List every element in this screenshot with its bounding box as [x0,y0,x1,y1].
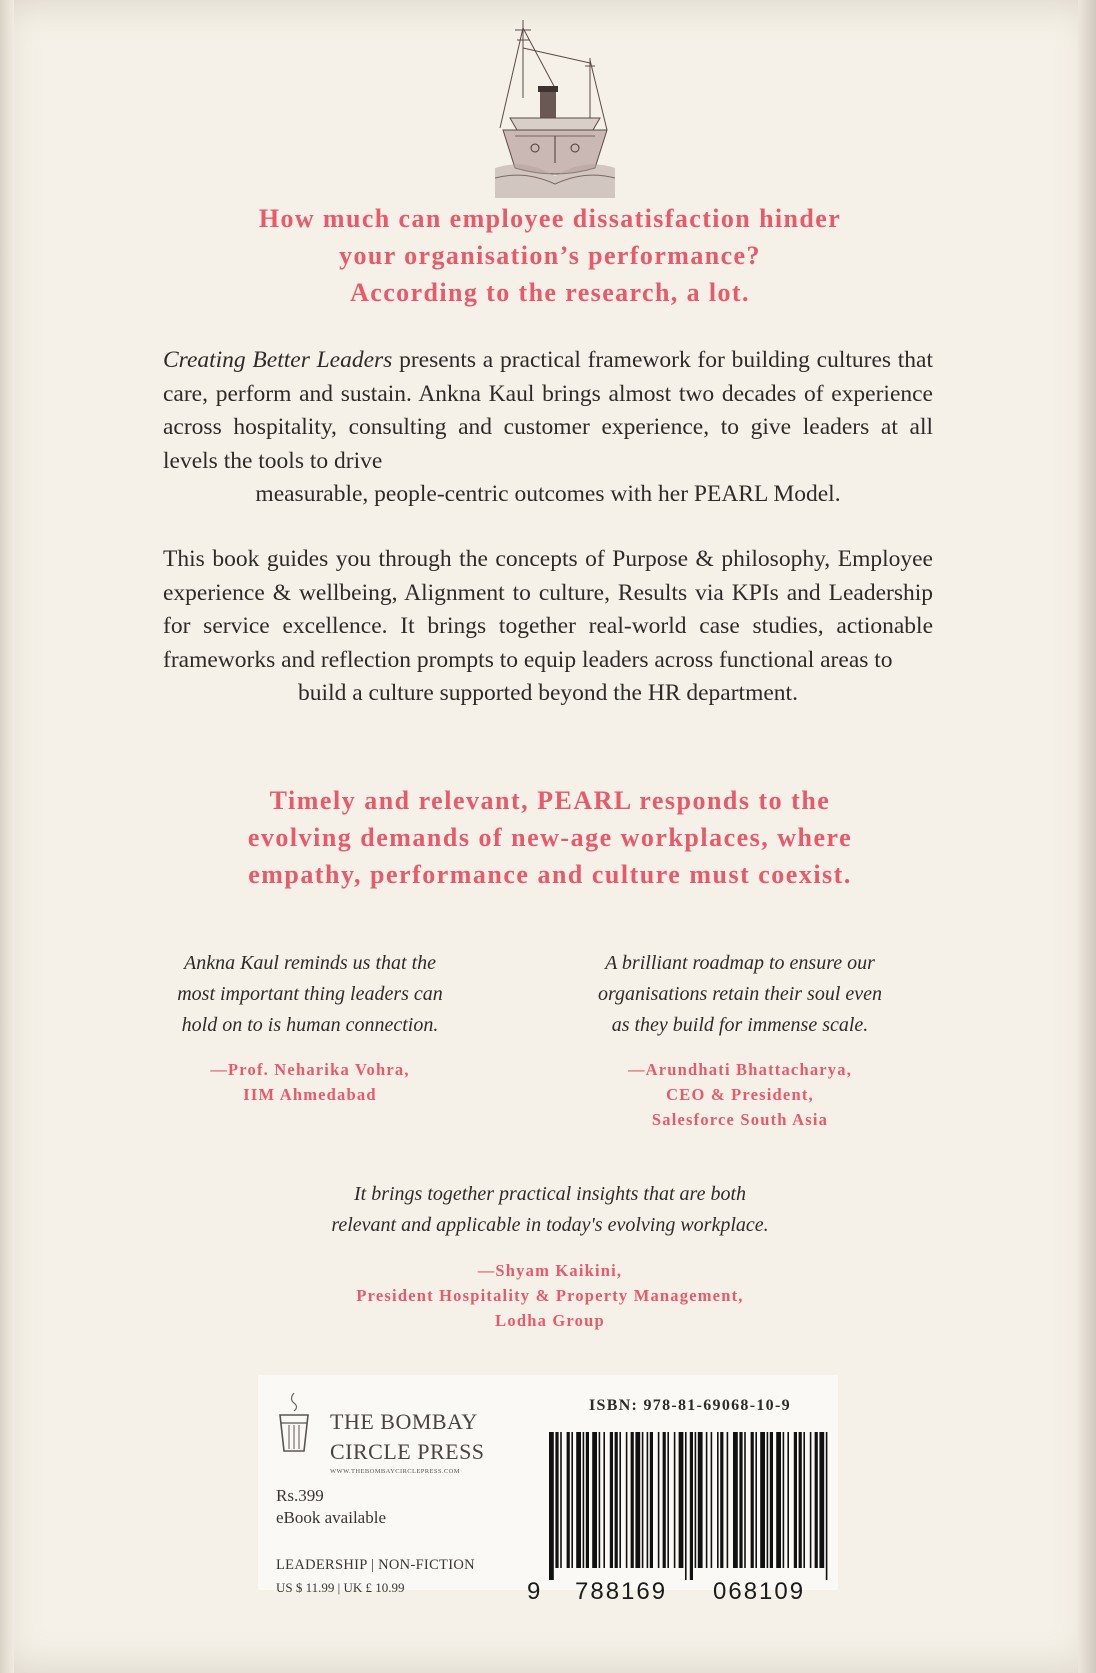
barcode-bar [826,1432,828,1580]
headline-line: According to the research, a lot. [350,278,750,307]
testimonial-quote [230,1179,870,1241]
publisher-name [330,1407,485,1467]
barcode-bar [744,1432,746,1568]
genre-label: LEADERSHIP | NON-FICTION [276,1557,475,1573]
closing-line: evolving demands of new-age workplaces, where [247,823,853,852]
barcode-bar [674,1432,676,1568]
barcode-bar [815,1432,818,1568]
barcode-bar [767,1432,769,1568]
barcode-bar [647,1432,649,1568]
barcode-bar [727,1432,729,1568]
barcode-bar [685,1432,687,1580]
right-edge-shadow [1078,0,1096,1673]
barcode-bar [667,1432,669,1568]
publisher-url: WWW.THEBOMBAYCIRCLEPRESS.COM [330,1468,460,1475]
barcode-bar [560,1432,562,1568]
barcode-bar [592,1432,597,1568]
headline-line: How much can employee dissatisfaction hinder [258,204,842,233]
attribution-line: —Prof. Neharika Vohra, [210,1060,410,1079]
blurb-paragraph-1 [163,344,933,512]
barcode-bar [783,1432,785,1568]
intl-price-label: US $ 11.99 | UK £ 10.99 [276,1580,405,1595]
barcode-bar [679,1432,684,1568]
attribution-line: President Hospitality & Property Management, [356,1286,744,1305]
barcode-bar [739,1432,742,1568]
ebook-note: eBook available [276,1508,386,1527]
barcode-bar [583,1432,585,1568]
barcode-bar [803,1432,805,1568]
barcode-bar [751,1432,754,1568]
barcode-bar [760,1432,765,1568]
barcode-bar [706,1432,708,1568]
closing-line: empathy, performance and culture must coexist. [248,860,852,889]
book-title: Creating Better Leaders [163,347,393,373]
testimonial-attribution [560,1057,920,1132]
blurb-text: presents a practical framework for building cultures that care, perform and sustain. Ankna Kaul brings almost two decades of experience across hospitality, consulting and customer experience, to give leaders at all levels the tools to drive [163,347,934,474]
quote-line: as they build for immense scale. [611,1014,869,1036]
price-label: Rs.399 [276,1486,324,1505]
barcode-bar [571,1432,573,1568]
blurb-text: This book guides you through the concepts of Purpose & philosophy, Employee experience & wellbeing, Alignment to culture, Results via KPIs and Leadership for service excellence. It brings together real-world case studies, actionable frameworks and reflection prompts to equip leaders across functional areas to [163,546,933,673]
tea-glass-logo-icon [277,1391,311,1453]
barcode-bar [576,1432,581,1568]
barcode-bar [690,1432,693,1580]
barcode-bar [711,1432,713,1568]
barcode-digits-left: 788169 [575,1578,668,1605]
blurb-paragraph-2 [163,543,933,711]
blurb-last-line: build a culture supported beyond the HR department. [298,680,798,706]
barcode-bar [776,1432,781,1568]
blurb-last-line: measurable, people-centric outcomes with her PEARL Model. [255,481,841,507]
barcode-bar [567,1432,570,1568]
testimonial-attribution [230,1258,870,1333]
testimonial-quote [560,948,920,1041]
headline-line: your organisation’s performance? [339,241,761,270]
barcode-bar [650,1432,653,1568]
quote-line: Ankna Kaul reminds us that the [183,952,437,974]
attribution-line: —Arundhati Bhattacharya, [627,1060,853,1079]
barcode-digits-right: 068109 [713,1578,806,1605]
testimonial-attribution [160,1057,460,1107]
cover-headline [120,200,980,311]
barcode-bar [610,1432,613,1568]
barcode-bar [810,1432,812,1568]
quote-line: most important thing leaders can [177,983,443,1005]
attribution-line: —Shyam Kaikini, [477,1261,623,1280]
attribution-line: Lodha Group [495,1311,605,1330]
barcode-bar [755,1432,757,1568]
publisher-name-line: THE BOMBAY [330,1409,478,1434]
barcode-bar [635,1432,640,1568]
barcode-bar [787,1432,789,1568]
barcode-bar [658,1432,660,1568]
barcode-bar [549,1432,554,1580]
attribution-line: CEO & President, [666,1085,814,1104]
barcode-bar [631,1432,634,1568]
barcode-bar [642,1432,644,1568]
barcode-bar [720,1432,723,1568]
ship-illustration [495,18,615,198]
attribution-line: Salesforce South Asia [651,1110,829,1129]
quote-line: relevant and applicable in today's evolving workplace. [331,1214,769,1236]
attribution-line: IIM Ahmedabad [243,1085,377,1104]
barcode-bar [698,1432,703,1568]
barcode-digit-first: 9 [527,1578,541,1605]
barcode-bar [603,1432,605,1568]
barcode-bar [733,1432,738,1568]
barcode-bar [586,1432,589,1568]
left-edge-shadow [0,0,14,1673]
isbn-label: ISBN: 978-81-69068-10-9 [589,1397,791,1414]
barcode-bar [717,1432,719,1568]
quote-line: organisations retain their soul even [597,983,883,1005]
quote-line: hold on to is human connection. [181,1014,439,1036]
barcode-bar [555,1432,558,1568]
barcode-bar [794,1432,797,1568]
barcode-bar [695,1432,697,1568]
barcode-bar [599,1432,601,1568]
barcode [547,1432,832,1580]
testimonial-quote [150,948,470,1041]
barcode-bar [770,1432,773,1568]
barcode-bar [619,1432,621,1568]
barcode-bar [615,1432,618,1568]
closing-line: Timely and relevant, PEARL responds to the [269,786,831,815]
barcode-bar [626,1432,628,1568]
publisher-name-line: CIRCLE PRESS [330,1439,485,1464]
barcode-bar [799,1432,802,1568]
barcode-bar [819,1432,824,1568]
closing-statement [120,782,980,893]
barcode-bar [663,1432,666,1568]
quote-line: A brilliant roadmap to ensure our [605,952,875,974]
quote-line: It brings together practical insights that are both [353,1183,747,1205]
